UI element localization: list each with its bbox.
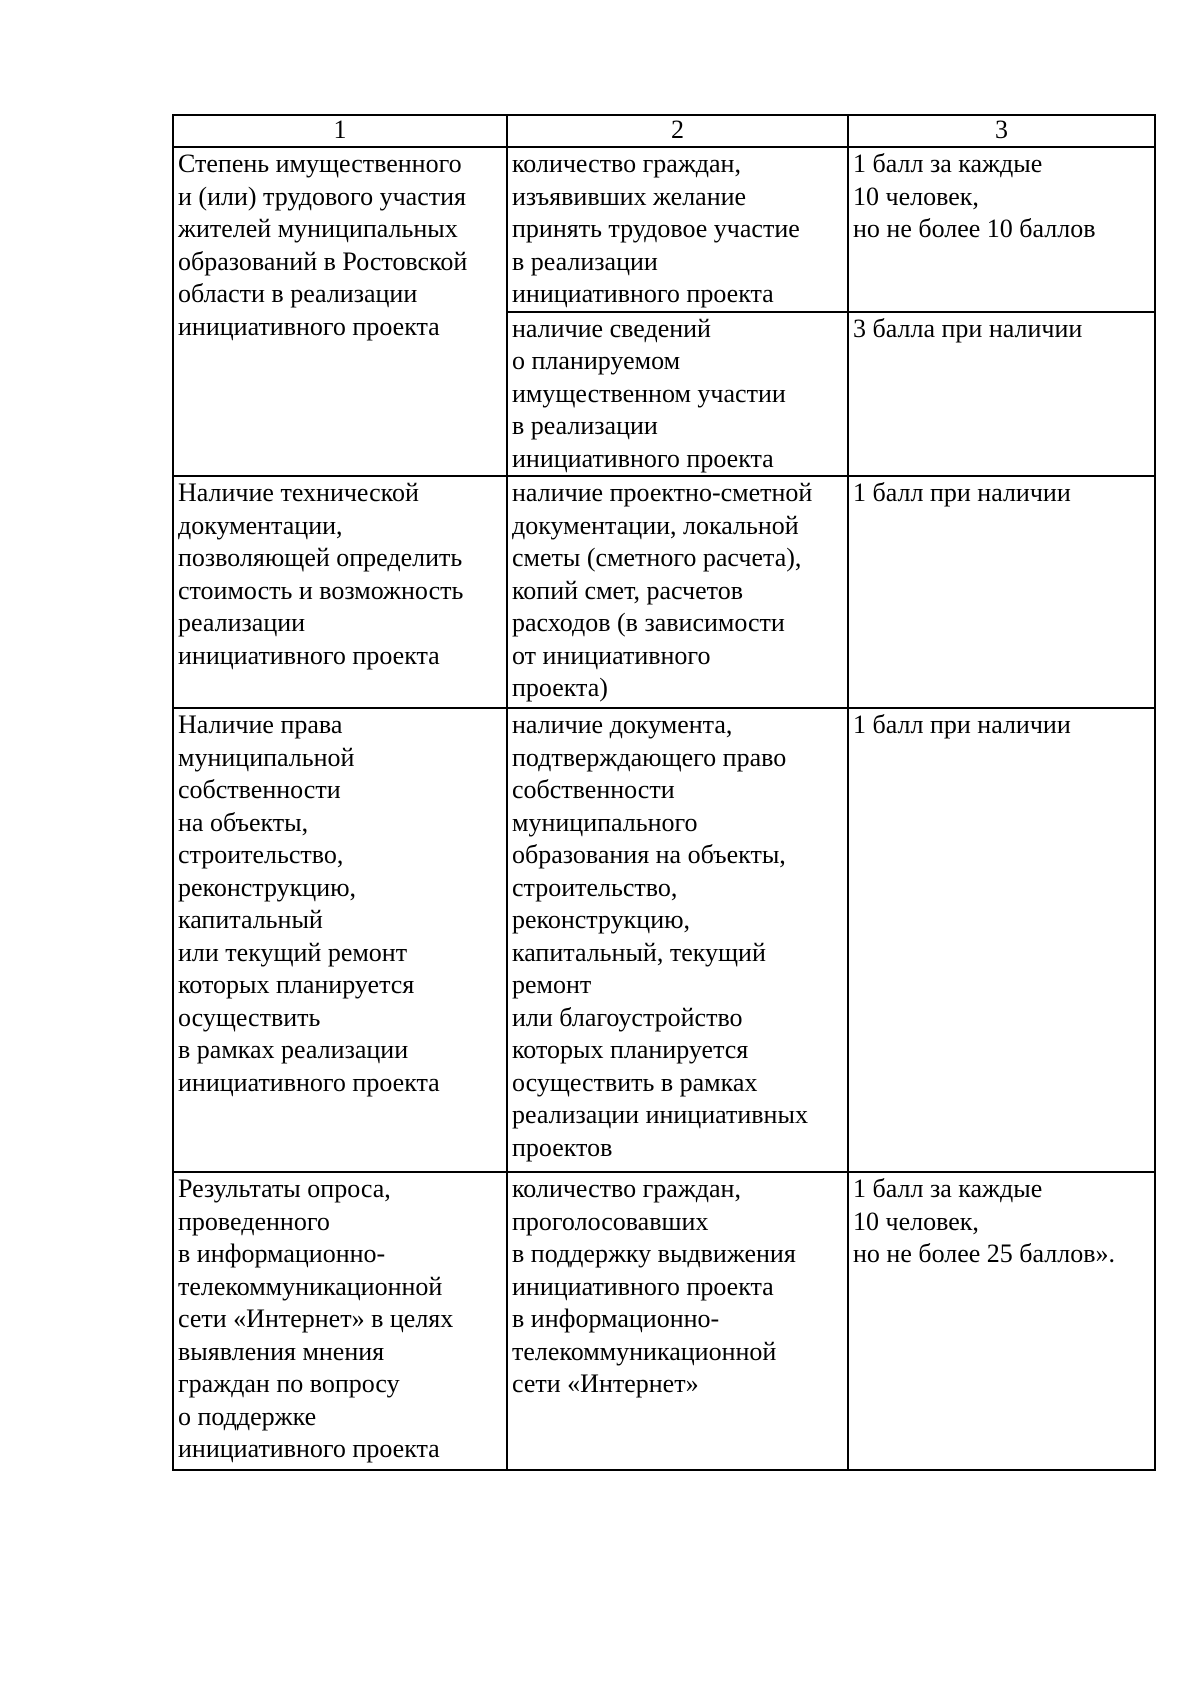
header-col-2: 2 — [507, 115, 848, 147]
indicator-cell: наличие проектно-сметной документации, локальной сметы (сметного расчета), копий смет, расчетов расходов (в зависимости от инициативного проекта) — [507, 476, 848, 708]
table-row — [173, 476, 1155, 708]
table-row — [173, 708, 1155, 1172]
points-cell: 1 балл при наличии — [848, 476, 1155, 708]
points-cell: 3 балла при наличии — [848, 312, 1155, 477]
header-col-3: 3 — [848, 115, 1155, 147]
table-header-row — [173, 115, 1155, 147]
criterion-cell: Наличие технической документации, позволяющей определить стоимость и возможность реализации инициативного проекта — [173, 476, 507, 708]
indicator-cell: наличие сведений о планируемом имущественном участии в реализации инициативного проекта — [507, 312, 848, 477]
criterion-cell: Результаты опроса, проведенного в информационно- телекоммуникационной сети «Интернет» в целях выявления мнения граждан по вопросу о поддержке инициативного проекта — [173, 1172, 507, 1470]
points-cell: 1 балл при наличии — [848, 708, 1155, 1172]
indicator-cell: количество граждан, изъявивших желание принять трудовое участие в реализации инициативного проекта — [507, 147, 848, 312]
points-cell: 1 балл за каждые 10 человек, но не более 10 баллов — [848, 147, 1155, 312]
indicator-cell: количество граждан, проголосовавших в поддержку выдвижения инициативного проекта в информационно- телекоммуникационной сети «Интернет» — [507, 1172, 848, 1470]
header-col-1: 1 — [173, 115, 507, 147]
table-row — [173, 1172, 1155, 1470]
criteria-table — [172, 114, 1156, 1471]
points-cell: 1 балл за каждые 10 человек, но не более 25 баллов». — [848, 1172, 1155, 1470]
criterion-cell: Наличие права муниципальной собственности на объекты, строительство, реконструкцию, капитальный или текущий ремонт которых планируется осуществить в рамках реализации инициативного проекта — [173, 708, 507, 1172]
table-row — [173, 147, 1155, 312]
criterion-cell: Степень имущественного и (или) трудового участия жителей муниципальных образований в Ростовской области в реализации инициативного проекта — [173, 147, 507, 476]
indicator-cell: наличие документа, подтверждающего право собственности муниципального образования на объекты, строительство, реконструкцию, капитальный, текущий ремонт или благоустройство которых планируется осуществить в рамках реализации инициативных проектов — [507, 708, 848, 1172]
